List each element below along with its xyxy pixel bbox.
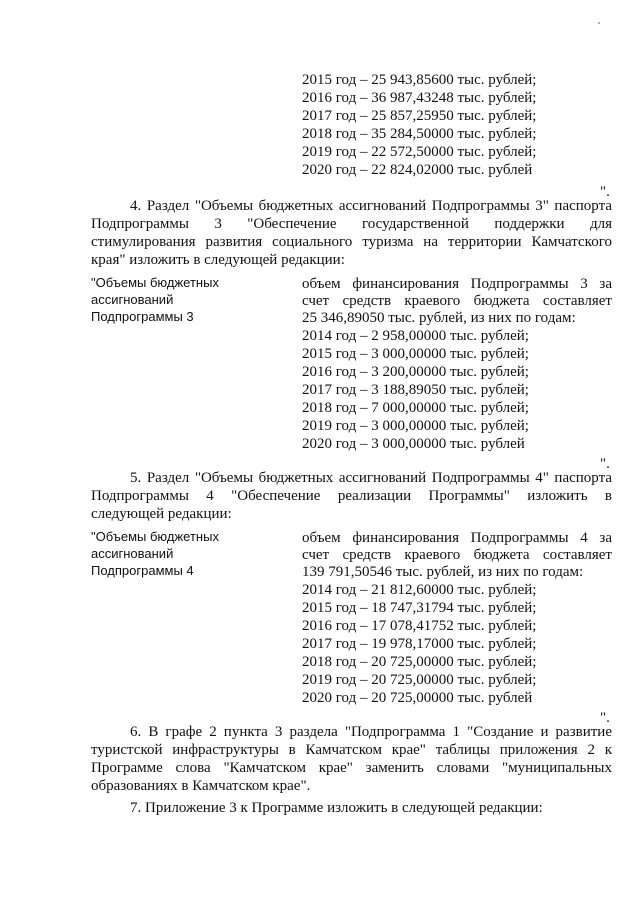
paragraph-line: 6. В графе 2 пункта 3 раздела "Подпрограмма 1 "Создание и развитие [130, 724, 612, 740]
closing-quote: ". [600, 184, 610, 200]
table-value-line: счет средств краевого бюджета составляет [302, 547, 612, 563]
top-year-line: 2015 год – 25 943,85600 тыс. рублей; [302, 72, 537, 88]
top-year-line: 2016 год – 36 987,43248 тыс. рублей; [302, 90, 537, 106]
table-label-line: Подпрограммы 3 [91, 309, 194, 324]
top-year-line: 2019 год – 22 572,50000 тыс. рублей; [302, 144, 537, 160]
year-line: 2020 год – 3 000,00000 тыс. рублей [302, 436, 525, 452]
year-line: 2014 год – 21 812,60000 тыс. рублей; [302, 582, 537, 598]
scan-speck [598, 22, 600, 24]
paragraph-line: 5. Раздел "Объемы бюджетных ассигнований Подпрограммы 4" паспорта [130, 470, 612, 486]
table-value-line: 25 346,89050 тыс. рублей, из них по годам: [302, 310, 576, 326]
paragraph-line: Подпрограммы 4 "Обеспечение реализации Программы" изложить в [91, 488, 612, 504]
year-line: 2017 год – 19 978,17000 тыс. рублей; [302, 636, 537, 652]
table-value-line: 139 791,50546 тыс. рублей, из них по годам: [302, 564, 584, 580]
table-label-line: "Объемы бюджетных [91, 275, 219, 290]
year-line: 2014 год – 2 958,00000 тыс. рублей; [302, 328, 529, 344]
closing-quote: ". [600, 456, 610, 472]
table-label-line: "Объемы бюджетных [91, 529, 219, 544]
paragraph-line: стимулирования развития социального туризма на территории Камчатского [91, 234, 612, 250]
paragraph-line: 4. Раздел "Объемы бюджетных ассигнований Подпрограммы 3" паспорта [130, 198, 612, 214]
table-value-line: счет средств краевого бюджета составляет [302, 293, 612, 309]
year-line: 2018 год – 20 725,00000 тыс. рублей; [302, 654, 537, 670]
paragraph-line: следующей редакции: [91, 506, 232, 522]
table-label-line: Подпрограммы 4 [91, 563, 194, 578]
year-line: 2019 год – 20 725,00000 тыс. рублей; [302, 672, 537, 688]
year-line: 2020 год – 20 725,00000 тыс. рублей [302, 690, 533, 706]
top-year-line: 2020 год – 22 824,02000 тыс. рублей [302, 162, 533, 178]
paragraph-line: туристской инфраструктуры в Камчатском крае" таблицы приложения 2 к [91, 742, 612, 758]
table-value-line: объем финансирования Подпрограммы 4 за [302, 530, 612, 546]
table-value-line: объем финансирования Подпрограммы 3 за [302, 276, 612, 292]
top-year-line: 2018 год – 35 284,50000 тыс. рублей; [302, 126, 537, 142]
paragraph-line: Программе слова "Камчатском крае" заменить словами "муниципальных [91, 760, 612, 776]
year-line: 2019 год – 3 000,00000 тыс. рублей; [302, 418, 529, 434]
item-7-paragraph: 7. Приложение 3 к Программе изложить в следующей редакции: [130, 800, 543, 816]
paragraph-line: края" изложить в следующей редакции: [91, 252, 345, 268]
top-year-line: 2017 год – 25 857,25950 тыс. рублей; [302, 108, 537, 124]
year-line: 2016 год – 3 200,00000 тыс. рублей; [302, 364, 529, 380]
year-line: 2015 год – 3 000,00000 тыс. рублей; [302, 346, 529, 362]
paragraph-line: образованиях в Камчатском крае". [91, 778, 311, 794]
year-line: 2016 год – 17 078,41752 тыс. рублей; [302, 618, 537, 634]
closing-quote: ". [600, 710, 610, 726]
year-line: 2018 год – 7 000,00000 тыс. рублей; [302, 400, 529, 416]
table-label-line: ассигнований [91, 546, 174, 561]
year-line: 2017 год – 3 188,89050 тыс. рублей; [302, 382, 529, 398]
paragraph-line: Подпрограммы 3 "Обеспечение государственной поддержки для [91, 216, 612, 232]
table-label-line: ассигнований [91, 292, 174, 307]
year-line: 2015 год – 18 747,31794 тыс. рублей; [302, 600, 537, 616]
